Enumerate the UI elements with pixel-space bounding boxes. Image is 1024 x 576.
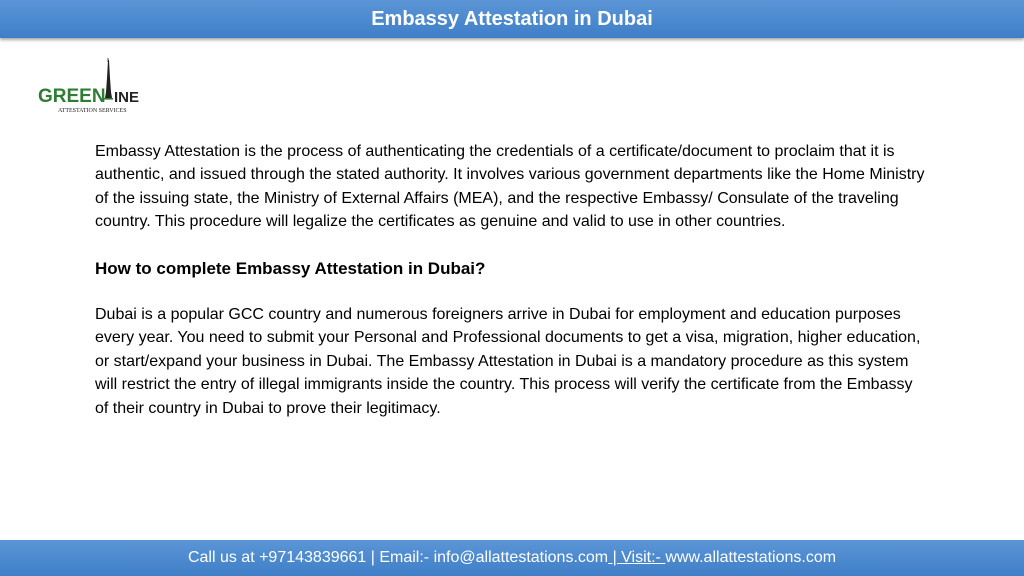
greenline-logo <box>38 58 150 116</box>
footer-contact <box>188 540 836 576</box>
main-content <box>95 140 930 420</box>
footer-visit-label[interactable]: | Visit:- <box>608 549 666 566</box>
page-title: Embassy Attestation in Dubai <box>371 8 653 30</box>
section-heading: How to complete Embassy Attestation in Dubai? <box>95 258 486 278</box>
dubai-paragraph: Dubai is a popular GCC country and numerous foreigners arrive in Dubai for employment and education purposes every year. You need to submit your Personal and Professional documents to get a visa, migration, higher education, or start/expand your business in Dubai. The Embassy Attestation in Dubai is a mandatory procedure as this system will restrict the entry of illegal immigrants inside the country. This process will verify the certificate from the Embassy of their country in Dubai to prove their legitimacy. <box>95 306 921 417</box>
footer-bar <box>0 540 1024 576</box>
logo-brand-left: GREEN <box>38 86 106 107</box>
footer-website-link[interactable]: www.allattestations.com <box>665 549 837 566</box>
logo-brand-right: INE <box>114 89 140 106</box>
header-bar <box>0 0 1024 38</box>
intro-paragraph: Embassy Attestation is the process of authenticating the credentials of a certificate/document to proclaim that it is authentic, and issued through the stated authority. It involves various government departments like the Home Ministry of the issuing state, the Ministry of External Affairs (MEA), and the respective Embassy/ Consulate of the traveling country. This procedure will legalize the certificates as genuine and valid to use in other countries. <box>95 143 925 231</box>
footer-call-email: Call us at +97143839661 | Email:- info@allattestations.com <box>187 549 609 566</box>
logo-tagline: ATTESTATION SERVICES <box>58 108 127 114</box>
